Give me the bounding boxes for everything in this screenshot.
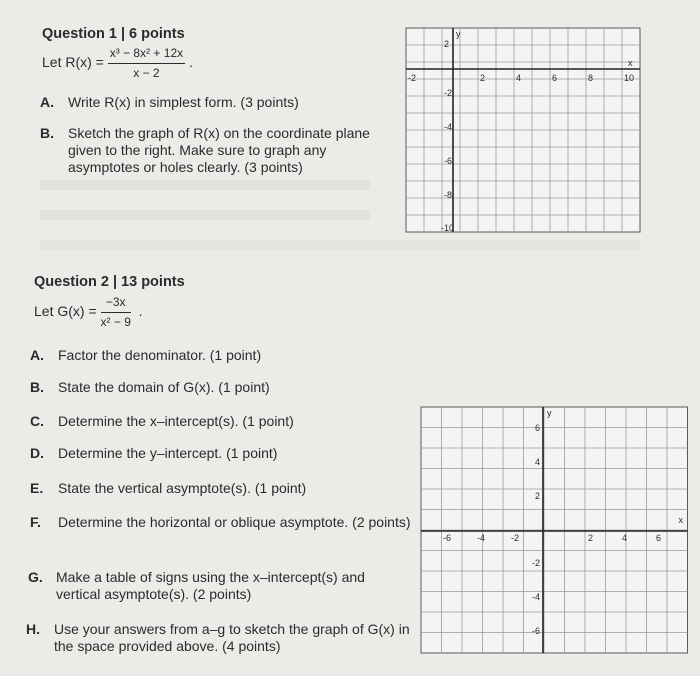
y-tick-label: -2 (532, 558, 541, 568)
q2-item-a (30, 347, 410, 364)
item-text: Determine the horizontal or oblique asymptote. (2 points) (58, 514, 411, 530)
q2-item-c (30, 413, 410, 430)
x-tick-label: -2 (408, 73, 417, 83)
item-text: Factor the denominator. (1 point) (58, 347, 262, 363)
x-tick-label: 8 (588, 73, 594, 83)
grid-lines (421, 407, 688, 653)
x-tick-label: -6 (443, 533, 452, 543)
x-tick-label: 6 (552, 73, 558, 83)
q1-item-b (40, 125, 375, 176)
q2-item-g (28, 569, 408, 603)
q2-function: Let G(x) = $\frac{-3x}{\text{x² − 9}}$ . (34, 295, 143, 329)
x-tick-label: 6 (656, 533, 662, 543)
y-axis-label: y (456, 29, 461, 39)
y-tick-label: -6 (532, 626, 541, 636)
q2-coordinate-plane (420, 406, 690, 656)
item-letter: E. (30, 480, 44, 496)
y-tick-label: -2 (444, 88, 453, 98)
q1-denominator: x − 2 (133, 66, 160, 80)
q1-fraction (108, 45, 185, 82)
q2-item-h (26, 621, 421, 655)
x-axis-label: x (628, 58, 633, 68)
bleed-through-line (40, 240, 640, 250)
y-tick-label: 2 (535, 491, 541, 501)
item-letter: D. (30, 445, 44, 461)
x-tick-label: 2 (480, 73, 486, 83)
x-tick-label: 4 (622, 533, 628, 543)
y-axis-label: y (547, 408, 552, 418)
q1-coordinate-plane (404, 26, 644, 238)
y-tick-label: 6 (535, 423, 541, 433)
item-text: Sketch the graph of R(x) on the coordinate plane given to the right. Make sure to graph any asymptotes or holes clearly. (3 points) (68, 125, 370, 175)
item-text: Determine the x–intercept(s). (1 point) (58, 413, 294, 429)
q2-fraction (101, 294, 131, 331)
y-tick-label: -6 (444, 156, 453, 166)
item-letter: G. (28, 569, 43, 585)
item-letter: B. (40, 125, 54, 141)
q1-function: Let R(x) = $\frac{\text{x³ − 8x² + 12x}}{x - 2}$ . (42, 46, 193, 80)
y-tick-label: -10 (441, 223, 455, 233)
item-text: Determine the y–intercept. (1 point) (58, 445, 278, 461)
q1-let-label: Let R(x) = (42, 54, 104, 71)
bleed-through-line (40, 210, 370, 220)
item-text: State the domain of G(x). (1 point) (58, 379, 270, 395)
q1-title: Question 1 | 6 points (42, 26, 185, 42)
q2-let-label: Let G(x) = (34, 303, 97, 320)
item-letter: H. (26, 621, 40, 637)
y-tick-label: -8 (444, 190, 453, 200)
item-letter: B. (30, 379, 44, 395)
x-tick-label: -2 (511, 533, 520, 543)
grid-lines (406, 28, 640, 232)
q2-denominator: x² − 9 (100, 315, 131, 329)
item-letter: A. (30, 347, 44, 363)
q2-item-e (30, 480, 410, 497)
x-axis-label: x (678, 515, 683, 525)
q2-title: Question 2 | 13 points (34, 274, 185, 290)
q2-item-f (30, 514, 415, 531)
y-tick-label: 4 (535, 457, 541, 467)
item-text: Write R(x) in simplest form. (3 points) (68, 94, 299, 110)
item-letter: A. (40, 94, 54, 110)
x-tick-label: -4 (477, 533, 486, 543)
x-tick-label: 10 (624, 73, 635, 83)
q1-numerator: x³ − 8x² + 12x (108, 45, 185, 64)
y-tick-label: -4 (444, 122, 453, 132)
item-letter: F. (30, 514, 41, 530)
item-text: Use your answers from a–g to sketch the graph of G(x) in the space provided above. (4 points) (54, 621, 410, 654)
y-tick-label: -4 (532, 592, 541, 602)
q1-item-a (40, 94, 390, 111)
q2-item-d (30, 445, 410, 462)
bleed-through-line (40, 180, 370, 190)
item-text: State the vertical asymptote(s). (1 point) (58, 480, 307, 496)
q2-item-b (30, 379, 410, 396)
x-tick-label: 2 (588, 533, 594, 543)
x-tick-label: 4 (516, 73, 522, 83)
item-text: Make a table of signs using the x–intercept(s) and vertical asymptote(s). (2 points) (56, 569, 365, 602)
y-tick-label: 2 (444, 39, 450, 49)
item-letter: C. (30, 413, 44, 429)
q2-numerator: −3x (101, 294, 131, 313)
